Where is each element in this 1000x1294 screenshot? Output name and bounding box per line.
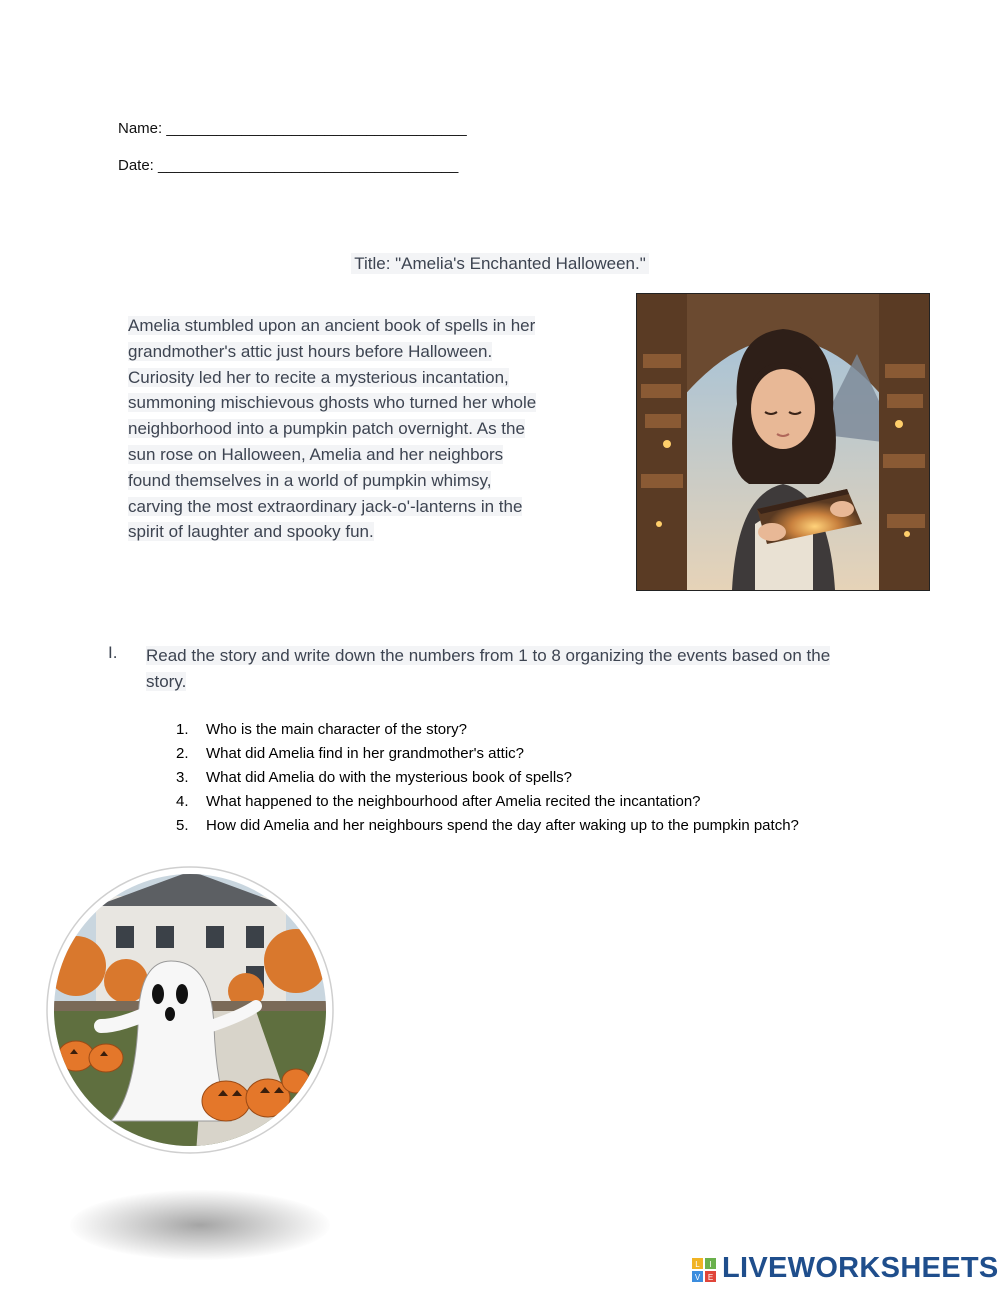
logo-letter: L (695, 1260, 700, 1269)
story-line: carving the most extraordinary jack-o'-lanterns in the (128, 496, 523, 516)
question-list (176, 718, 799, 838)
story-line: sun rose on Halloween, Amelia and her neighbors (128, 444, 504, 464)
logo-letter: V (694, 1273, 701, 1282)
date-field[interactable]: Date: ____________________________________ (118, 157, 459, 174)
brand-name: LIVEWORKSHEETS (722, 1252, 999, 1284)
story-text (128, 313, 568, 545)
section-instruction: Read the story and write down the numbers from 1 to 8 organizing the events based on the story. (146, 646, 831, 691)
liveworksheets-logo[interactable] (692, 1252, 999, 1286)
liveworksheets-icon (692, 1258, 716, 1282)
story-line: neighborhood into a pumpkin patch overnight. As the (128, 419, 525, 439)
story-line: spirit of laughter and spooky fun. (128, 522, 374, 542)
list-item: 5. How did Amelia and her neighbours spend the day after waking up to the pumpkin patch? (176, 817, 799, 834)
list-item: 1. Who is the main character of the story? (176, 721, 467, 738)
amelia-illustration (636, 293, 930, 591)
list-item: 4. What happened to the neighbourhood after Amelia recited the incantation? (176, 793, 701, 810)
section-numeral: I. (108, 643, 118, 662)
story-line: summoning mischievous ghosts who turned her whole (128, 393, 537, 413)
drop-shadow (70, 1190, 330, 1260)
list-item: 3. What did Amelia do with the mysterious book of spells? (176, 769, 573, 786)
story-line: Amelia stumbled upon an ancient book of spells in her (128, 316, 536, 335)
story-line: found themselves in a world of pumpkin whimsy, (128, 470, 492, 490)
ghost-pumpkin-illustration (46, 866, 334, 1154)
story-line: Curiosity led her to recite a mysterious incantation, (128, 367, 509, 387)
logo-letter: E (707, 1273, 714, 1282)
list-item: 2. What did Amelia find in her grandmother's attic? (176, 745, 525, 762)
story-title: Title: "Amelia's Enchanted Halloween." (0, 254, 1000, 274)
logo-letter: I (709, 1260, 712, 1269)
story-line: grandmother's attic just hours before Halloween. (128, 341, 493, 361)
name-field[interactable]: Name: ____________________________________ (118, 120, 467, 137)
